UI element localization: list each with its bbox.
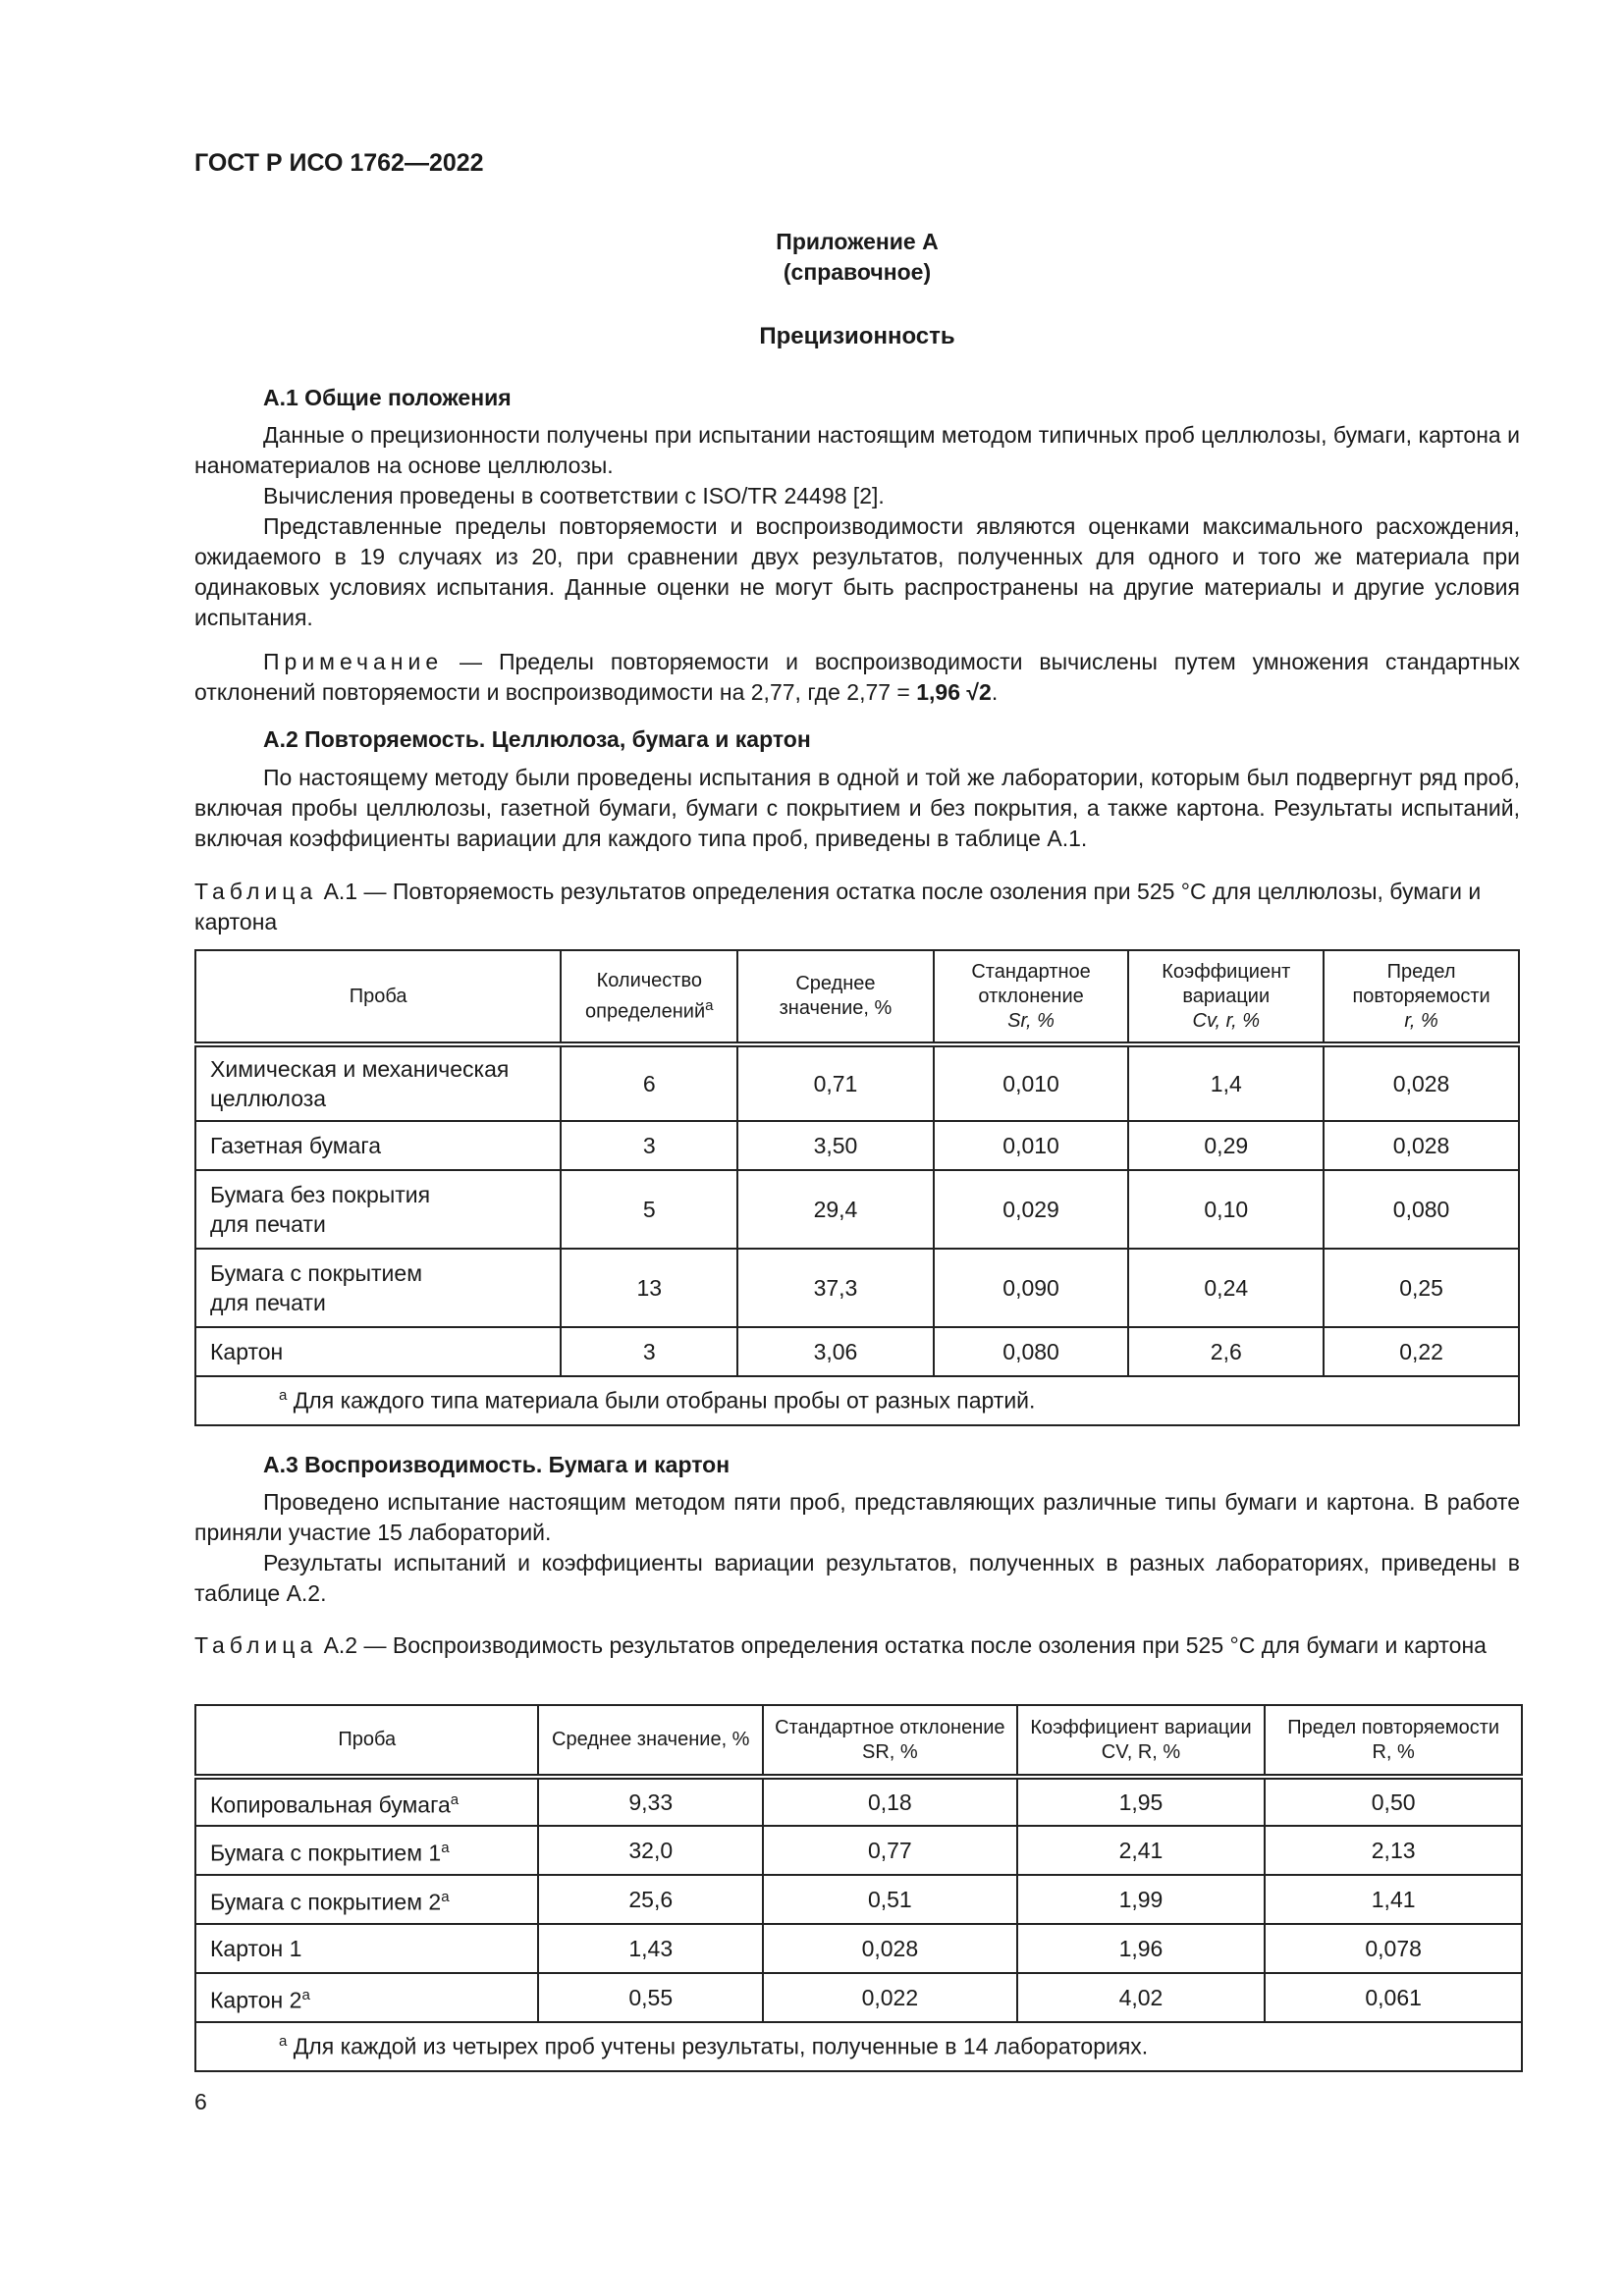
cell: 13 xyxy=(561,1249,737,1327)
cell: Газетная бумага xyxy=(195,1121,561,1170)
note-text: — Пределы повторяемости и воспроизводимости вычислены путем умножения стандартных отклонений повторяемости и воспроизводимости на 2,77, где 2,77 = xyxy=(194,649,1520,705)
column-header: Предел повторяемости r, % xyxy=(1324,950,1519,1044)
column-header: Количество определений$^a$ xyxy=(561,950,737,1044)
caption-text: А.2 — Воспроизводимость результатов определения остатка после озоления при 525 °С для бумаги и картона xyxy=(317,1632,1487,1658)
table-row xyxy=(195,1826,1522,1875)
document-header: ГОСТ Р ИСО 1762—2022 xyxy=(194,149,484,177)
cell: 37,3 xyxy=(737,1249,934,1327)
cell: 0,022 xyxy=(763,1973,1017,2022)
annex-title: Приложение А xyxy=(776,229,939,254)
table-row xyxy=(195,1044,1519,1121)
note-formula: 1,96 √2 xyxy=(916,679,992,705)
column-header: Среднее значение, % xyxy=(538,1705,763,1777)
table-header-row xyxy=(195,950,1519,1044)
cell: 9,33 xyxy=(538,1777,763,1826)
column-header: Коэффициент вариации CV, R, % xyxy=(1017,1705,1266,1777)
cell: 1,43 xyxy=(538,1924,763,1973)
table1-caption xyxy=(194,877,1520,937)
table-footnote: $^a$ Для каждой из четырех проб учтены результаты, полученные в 14 лабораториях. xyxy=(195,2022,1522,2071)
table2 xyxy=(194,1704,1523,2072)
paragraph: По настоящему методу были проведены испытания в одной и той же лаборатории, которым был подвергнут ряд проб, включая пробы целлюлозы, газетной бумаги, бумаги с покрытием и без покрытия, а также картона. Результаты испытаний, включая коэффициенты вариации для каждого типа проб, приведены в таблице А.1. xyxy=(194,765,1520,851)
page-number: 6 xyxy=(194,2089,207,2114)
cell: 0,028 xyxy=(763,1924,1017,1973)
paragraph: Представленные пределы повторяемости и воспроизводимости являются оценками максимального расхождения, ожидаемого в 19 случаях из 20, при сравнении двух результатов, полученных для одного и того же материала при одинаковых условиях испытания. Данные оценки не могут быть распространены на другие материалы и другие условия испытания. xyxy=(194,513,1520,630)
cell: 3,50 xyxy=(737,1121,934,1170)
cell: 0,090 xyxy=(934,1249,1129,1327)
column-header: Предел повторяемости R, % xyxy=(1265,1705,1522,1777)
table-footnote-row xyxy=(195,2022,1522,2071)
caption-label: Таблица xyxy=(194,1632,318,1658)
cell: Картон 2$^a$ xyxy=(195,1973,538,2022)
cell: 3 xyxy=(561,1327,737,1376)
cell: 0,77 xyxy=(763,1826,1017,1875)
cell: 6 xyxy=(561,1044,737,1121)
column-header: Стандартное отклонение SR, % xyxy=(763,1705,1017,1777)
cell: 32,0 xyxy=(538,1826,763,1875)
paragraph: Данные о прецизионности получены при испытании настоящим методом типичных проб целлюлозы, бумаги, картона и наноматериалов на основе целлюлозы. xyxy=(194,422,1520,478)
cell: Бумага с покрытием для печати xyxy=(195,1249,561,1327)
annex-heading: Прецизионность xyxy=(759,323,955,349)
note xyxy=(194,647,1520,708)
cell: 0,078 xyxy=(1265,1924,1522,1973)
cell: 0,71 xyxy=(737,1044,934,1121)
section-a3-heading: А.3 Воспроизводимость. Бумага и картон xyxy=(263,1452,731,1477)
cell: 0,18 xyxy=(763,1777,1017,1826)
table-footnote: $^a$ Для каждого типа материала были отобраны пробы от разных партий. xyxy=(195,1376,1519,1425)
cell: Копировальная бумага$^a$ xyxy=(195,1777,538,1826)
cell: 0,029 xyxy=(934,1170,1129,1249)
cell: 4,02 xyxy=(1017,1973,1266,2022)
section-a2-body xyxy=(194,763,1520,854)
cell: Бумага с покрытием 2$^a$ xyxy=(195,1875,538,1924)
section-a2-heading: А.2 Повторяемость. Целлюлоза, бумага и картон xyxy=(263,726,811,752)
table-row xyxy=(195,1327,1519,1376)
column-header: Коэффициент вариации Cv, r, % xyxy=(1128,950,1324,1044)
cell: 5 xyxy=(561,1170,737,1249)
table-header-row xyxy=(195,1705,1522,1777)
cell: Бумага с покрытием 1$^a$ xyxy=(195,1826,538,1875)
caption-text: А.1 — Повторяемость результатов определения остатка после озоления при 525 °С для целлюлозы, бумаги и картона xyxy=(194,879,1482,934)
cell: 0,080 xyxy=(1324,1170,1519,1249)
column-header: Стандартное отклонение Sr, % xyxy=(934,950,1129,1044)
annex-type: (справочное) xyxy=(783,259,932,285)
cell: 0,29 xyxy=(1128,1121,1324,1170)
table-row xyxy=(195,1777,1522,1826)
table1 xyxy=(194,949,1520,1426)
cell: Картон xyxy=(195,1327,561,1376)
cell: 0,028 xyxy=(1324,1121,1519,1170)
table-row xyxy=(195,1170,1519,1249)
cell: 25,6 xyxy=(538,1875,763,1924)
cell: 1,4 xyxy=(1128,1044,1324,1121)
table-footnote-row xyxy=(195,1376,1519,1425)
cell: Химическая и механическая целлюлоза xyxy=(195,1044,561,1121)
cell: Картон 1 xyxy=(195,1924,538,1973)
cell: 1,99 xyxy=(1017,1875,1266,1924)
cell: 0,51 xyxy=(763,1875,1017,1924)
cell: 0,25 xyxy=(1324,1249,1519,1327)
section-a3-body xyxy=(194,1487,1520,1609)
table-row xyxy=(195,1875,1522,1924)
section-a1-body xyxy=(194,420,1520,708)
paragraph: Результаты испытаний и коэффициенты вариации результатов, полученных в разных лабораториях, приведены в таблице А.2. xyxy=(194,1550,1520,1606)
note-end: . xyxy=(991,679,999,705)
cell: 0,028 xyxy=(1324,1044,1519,1121)
table-row xyxy=(195,1924,1522,1973)
cell: 29,4 xyxy=(737,1170,934,1249)
note-label: Примечание xyxy=(263,649,444,674)
cell: 2,41 xyxy=(1017,1826,1266,1875)
cell: 3,06 xyxy=(737,1327,934,1376)
table-row xyxy=(195,1121,1519,1170)
cell: 0,55 xyxy=(538,1973,763,2022)
caption-label: Таблица xyxy=(194,879,318,904)
cell: 0,061 xyxy=(1265,1973,1522,2022)
cell: 2,6 xyxy=(1128,1327,1324,1376)
cell: 0,010 xyxy=(934,1121,1129,1170)
section-a1-heading: А.1 Общие положения xyxy=(263,385,512,410)
paragraph: Вычисления проведены в соответствии с ISO/TR 24498 [2]. xyxy=(263,483,885,508)
column-header: Проба xyxy=(195,950,561,1044)
cell: 0,080 xyxy=(934,1327,1129,1376)
cell: 1,96 xyxy=(1017,1924,1266,1973)
cell: Бумага без покрытия для печати xyxy=(195,1170,561,1249)
cell: 0,10 xyxy=(1128,1170,1324,1249)
column-header: Проба xyxy=(195,1705,538,1777)
table-row xyxy=(195,1973,1522,2022)
cell: 0,010 xyxy=(934,1044,1129,1121)
cell: 3 xyxy=(561,1121,737,1170)
column-header: Среднее значение, % xyxy=(737,950,934,1044)
cell: 1,41 xyxy=(1265,1875,1522,1924)
cell: 2,13 xyxy=(1265,1826,1522,1875)
table-row xyxy=(195,1249,1519,1327)
table2-caption xyxy=(194,1630,1520,1661)
cell: 1,95 xyxy=(1017,1777,1266,1826)
cell: 0,22 xyxy=(1324,1327,1519,1376)
cell: 0,24 xyxy=(1128,1249,1324,1327)
paragraph: Проведено испытание настоящим методом пяти проб, представляющих различные типы бумаги и картона. В работе приняли участие 15 лабораторий. xyxy=(194,1489,1520,1545)
cell: 0,50 xyxy=(1265,1777,1522,1826)
